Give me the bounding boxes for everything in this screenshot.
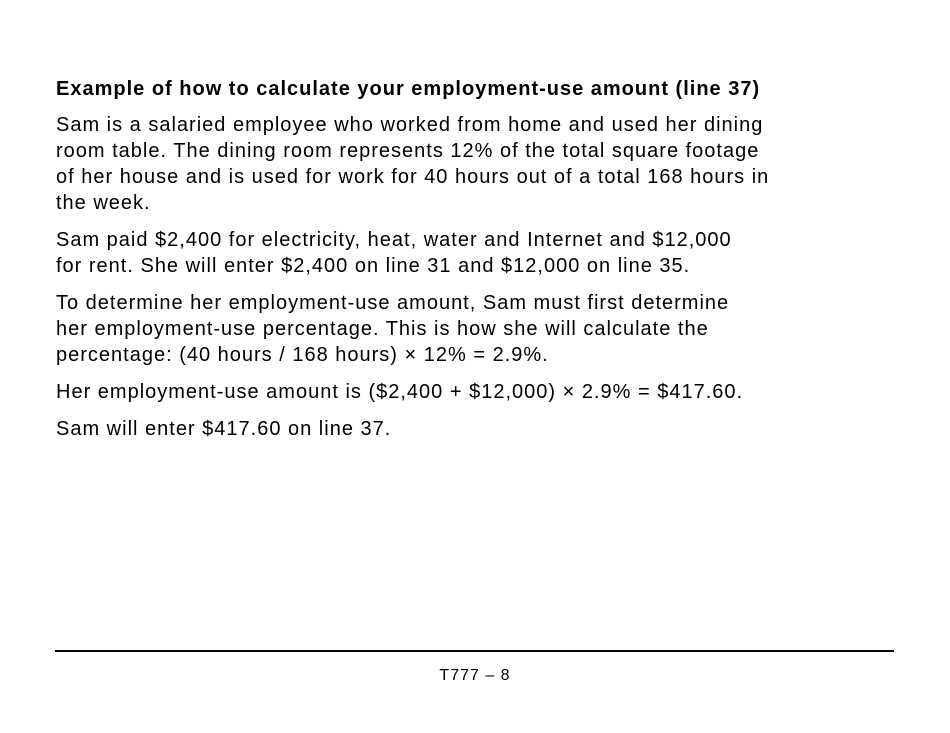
text-line: Her employment-use amount is ($2,400 + $12,000) × 2.9% = $417.60. [56, 381, 744, 403]
page-number: T777 – 8 [439, 667, 511, 684]
text-line: Sam is a salaried employee who worked from home and used her dining [56, 114, 764, 136]
text-line: To determine her employment-use amount, Sam must first determine [56, 292, 730, 314]
paragraph-amount [56, 379, 906, 405]
section-heading: Example of how to calculate your employment-use amount (line 37) [56, 78, 761, 100]
text-line: room table. The dining room represents 12% of the total square footage [56, 140, 760, 162]
text-line: for rent. She will enter $2,400 on line 31 and $12,000 on line 35. [56, 255, 691, 277]
paragraph-conclusion [56, 416, 906, 442]
text-line: of her house and is used for work for 40 hours out of a total 168 hours in [56, 166, 770, 188]
paragraph-percentage [56, 290, 906, 368]
text-line: percentage: (40 hours / 168 hours) × 12% = 2.9%. [56, 344, 549, 366]
paragraph-expenses [56, 227, 906, 279]
paragraph-scenario [56, 112, 906, 216]
text-line: the week. [56, 192, 151, 214]
text-line: her employment-use percentage. This is how she will calculate the [56, 318, 709, 340]
text-line: Sam will enter $417.60 on line 37. [56, 418, 392, 440]
footer-divider [55, 650, 894, 652]
text-line: Sam paid $2,400 for electricity, heat, water and Internet and $12,000 [56, 229, 732, 251]
document-body [56, 76, 906, 453]
